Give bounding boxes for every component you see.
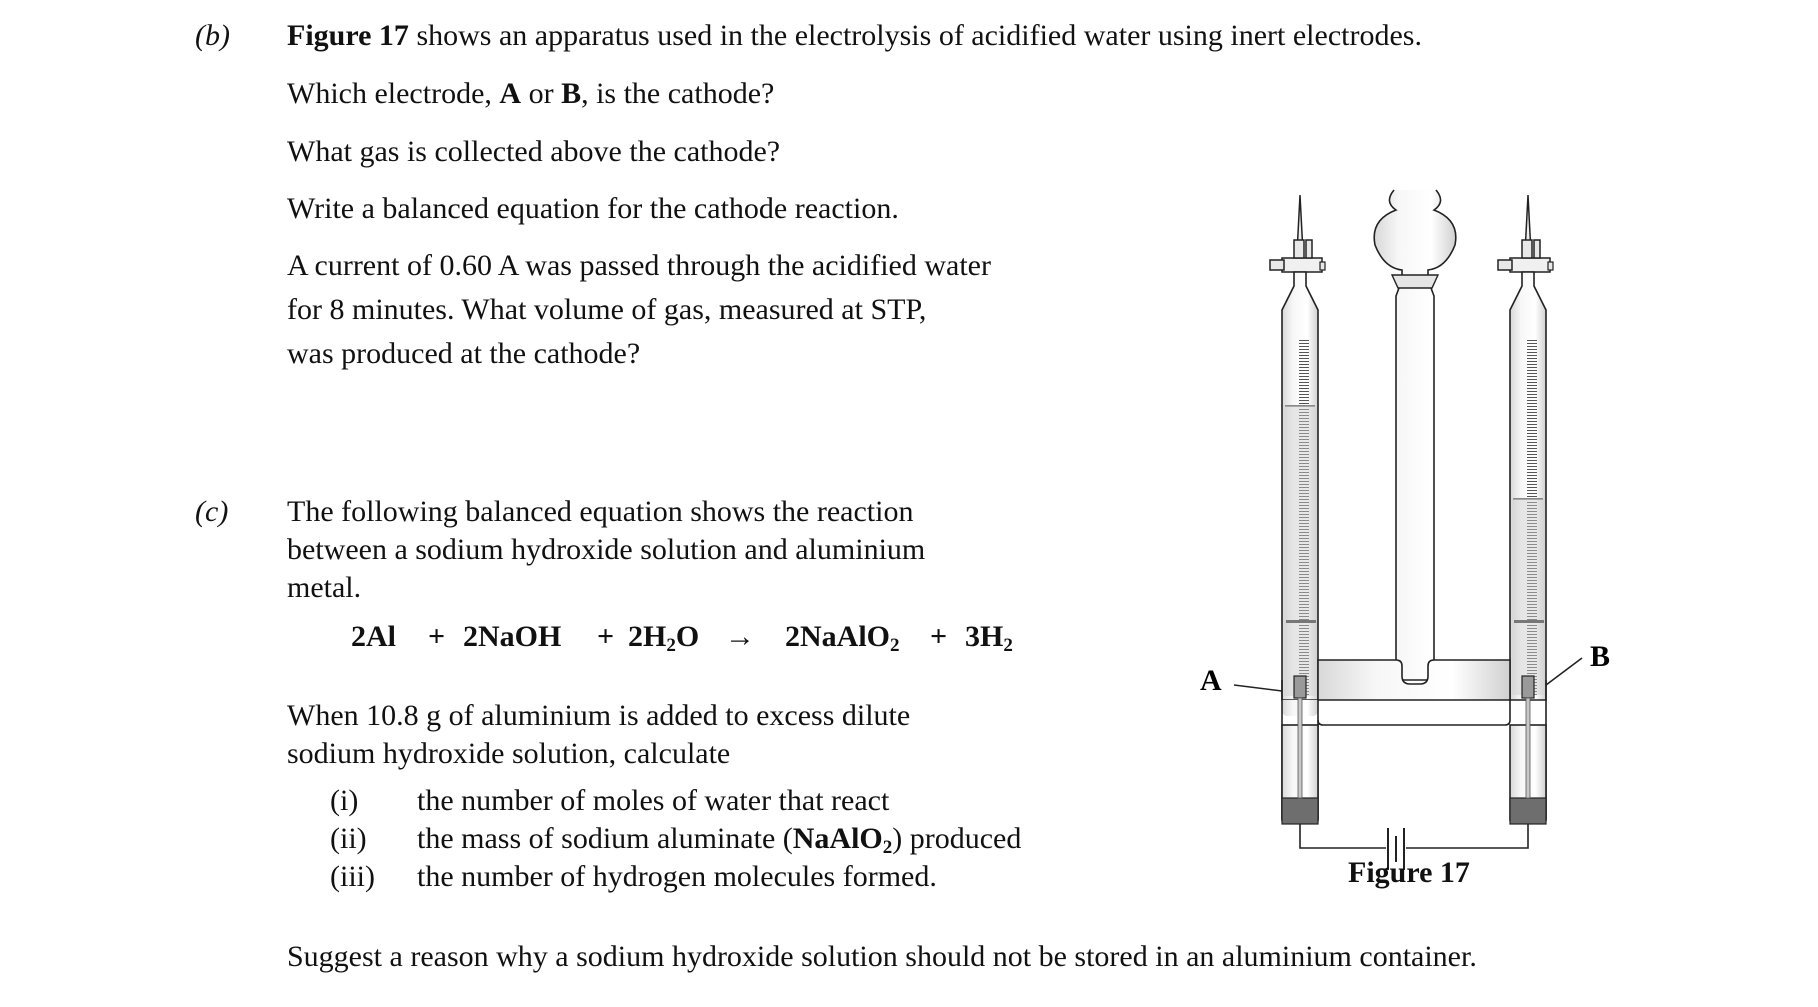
eq-water-o: O (675, 620, 700, 653)
eq-plus: + (428, 620, 446, 653)
part-c-line5: sodium hydroxide solution, calculate (287, 737, 731, 770)
subquestion-iii-text: the number of hydrogen molecules formed. (417, 860, 937, 893)
q-text: Which electrode, (287, 77, 500, 110)
eq-h2 (965, 620, 1013, 654)
eq-plus: + (597, 620, 615, 653)
subq-ii-post: ) produced (892, 822, 1022, 855)
eq-naalo2-sub: 2 (890, 635, 900, 656)
eq-water-sub: 2 (666, 635, 676, 656)
part-b-line1 (287, 17, 1422, 55)
part-c-label: (c) (195, 495, 229, 528)
electrode-a-ref: A (499, 77, 522, 110)
part-b-line4: Write a balanced equation for the cathode reaction. (287, 192, 899, 225)
chemical-equation (0, 620, 1150, 660)
subquestion-ii-text (417, 820, 1021, 858)
eq-naalo2-base: 2NaAlO (785, 620, 890, 653)
electrode-b-pointer (1546, 658, 1582, 685)
subquestion-i-text: the number of moles of water that react (417, 784, 890, 817)
eq-h2-sub: 2 (1003, 635, 1013, 656)
circuit-wires (1300, 824, 1528, 848)
electrode-b-label: B (1590, 640, 1611, 673)
electrode-a-label: A (1200, 664, 1222, 697)
electrode-b-ref: B (561, 77, 582, 110)
eq-naoh: 2NaOH (463, 620, 562, 653)
subquestion-iii-num: (iii) (330, 860, 375, 893)
eq-h2-base: 3H (965, 620, 1004, 653)
subq-ii-formula-sub: 2 (882, 837, 893, 858)
part-b-line7: was produced at the cathode? (287, 337, 641, 370)
part-b-line2 (287, 75, 774, 113)
figure-reference: Figure 17 (287, 19, 409, 52)
subquestion-i-num: (i) (330, 784, 359, 817)
part-b-line6: for 8 minutes. What volume of gas, measured at STP, (287, 293, 927, 326)
eq-plus: + (930, 620, 948, 653)
subquestion-ii-num: (ii) (330, 822, 367, 855)
eq-naalo2 (785, 620, 900, 654)
part-b-label: (b) (195, 19, 230, 52)
final-question: Suggest a reason why a sodium hydroxide solution should not be stored in an aluminium container. (287, 940, 1477, 973)
subq-ii-pre: the mass of sodium aluminate ( (417, 822, 793, 855)
part-c-line3: metal. (287, 571, 362, 604)
part-b-line1-text: shows an apparatus used in the electrolysis of acidified water using inert electrodes. (408, 19, 1422, 52)
electrode-a-pointer (1234, 685, 1282, 691)
figure-caption: Figure 17 (1348, 856, 1470, 889)
part-c-line1: The following balanced equation shows the reaction (287, 495, 914, 528)
q-text: , is the cathode? (581, 77, 775, 110)
eq-al: 2Al (351, 620, 396, 653)
part-b-line5: A current of 0.60 A was passed through the acidified water (287, 249, 991, 282)
central-reservoir (1374, 190, 1456, 680)
part-b-line3: What gas is collected above the cathode? (287, 135, 781, 168)
part-c-line4: When 10.8 g of aluminium is added to excess dilute (287, 699, 911, 732)
eq-water-h: 2H (628, 620, 667, 653)
hofmann-voltameter-diagram (1170, 180, 1640, 900)
left-burette (1270, 195, 1325, 700)
eq-water (628, 620, 699, 654)
part-c-line2: between a sodium hydroxide solution and aluminium (287, 533, 926, 566)
q-text: or (521, 77, 562, 110)
eq-arrow: → (725, 620, 755, 653)
subq-ii-formula: NaAlO (792, 822, 883, 855)
right-burette (1498, 195, 1553, 700)
